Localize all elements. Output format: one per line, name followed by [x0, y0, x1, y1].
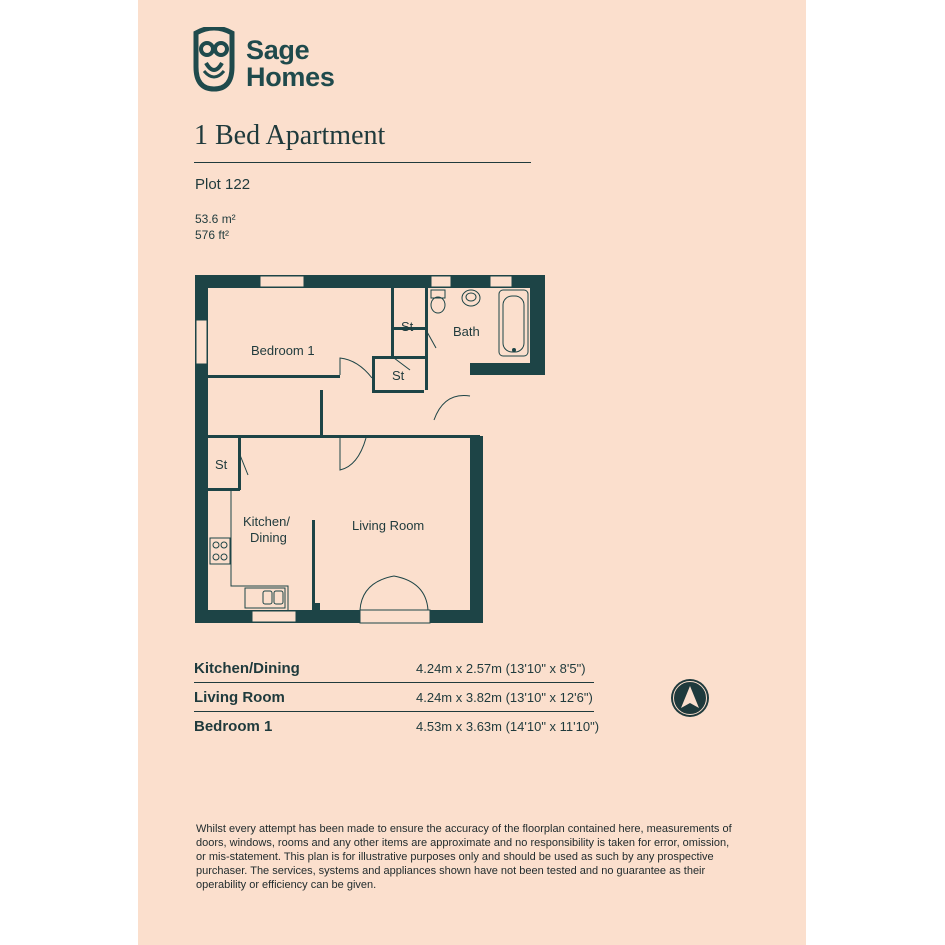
floorplan-drawing: [188, 270, 558, 632]
page-title: 1 Bed Apartment: [194, 120, 386, 151]
entrance-opening: [471, 395, 482, 433]
dimension-size: 4.53m x 3.63m (14'10" x 11'10"): [416, 719, 600, 734]
kitchen-fixtures: [208, 490, 288, 610]
brochure-page: [138, 0, 806, 945]
dimension-size: 4.24m x 3.82m (13'10" x 12'6"): [416, 690, 593, 705]
room-label-storage-3: St: [215, 457, 228, 472]
bathroom-fixtures: [431, 290, 528, 356]
room-label-bath: Bath: [453, 324, 480, 339]
logo-text-sage: Sage: [246, 35, 310, 65]
dimension-row: [194, 683, 594, 712]
area-imperial: 576 ft²: [195, 228, 230, 242]
room-label-storage-2: St: [392, 368, 405, 383]
plot-number: Plot 122: [195, 176, 251, 193]
owl-logo-icon: [192, 27, 236, 93]
title-divider: [194, 162, 531, 163]
room-label-bedroom: Bedroom 1: [251, 343, 315, 358]
dimension-row: [194, 712, 600, 741]
dimension-room-name: Living Room: [194, 689, 285, 706]
dimension-size: 4.24m x 2.57m (13'10" x 8'5"): [416, 661, 586, 676]
dimension-room-name: Bedroom 1: [194, 718, 273, 735]
room-label-kitchen-line2: Dining: [250, 530, 287, 545]
north-arrow-icon: [670, 678, 710, 718]
logo-text-homes: Homes: [246, 62, 335, 92]
disclaimer-text: Whilst every attempt has been made to ensure the accuracy of the floorplan contained here, measurements of doors, windows, rooms and any other items are approximate and no responsibility is taken for error, omission, or mis-statement. This plan is for illustrative purposes only and should be used as such by any prospective purchaser. The services, systems and appliances shown have not been tested and no guarantee as their operability or efficiency can be given.: [196, 823, 732, 891]
patio-doors: [360, 610, 430, 623]
dimension-room-name: Kitchen/Dining: [194, 660, 300, 677]
room-label-kitchen-line1: Kitchen/: [243, 514, 290, 529]
walls: [195, 275, 545, 623]
room-label-living: Living Room: [352, 518, 425, 533]
dimension-row: [194, 654, 594, 683]
area-metric: 53.6 m²: [195, 212, 236, 226]
room-label-storage-1: St: [401, 319, 414, 334]
